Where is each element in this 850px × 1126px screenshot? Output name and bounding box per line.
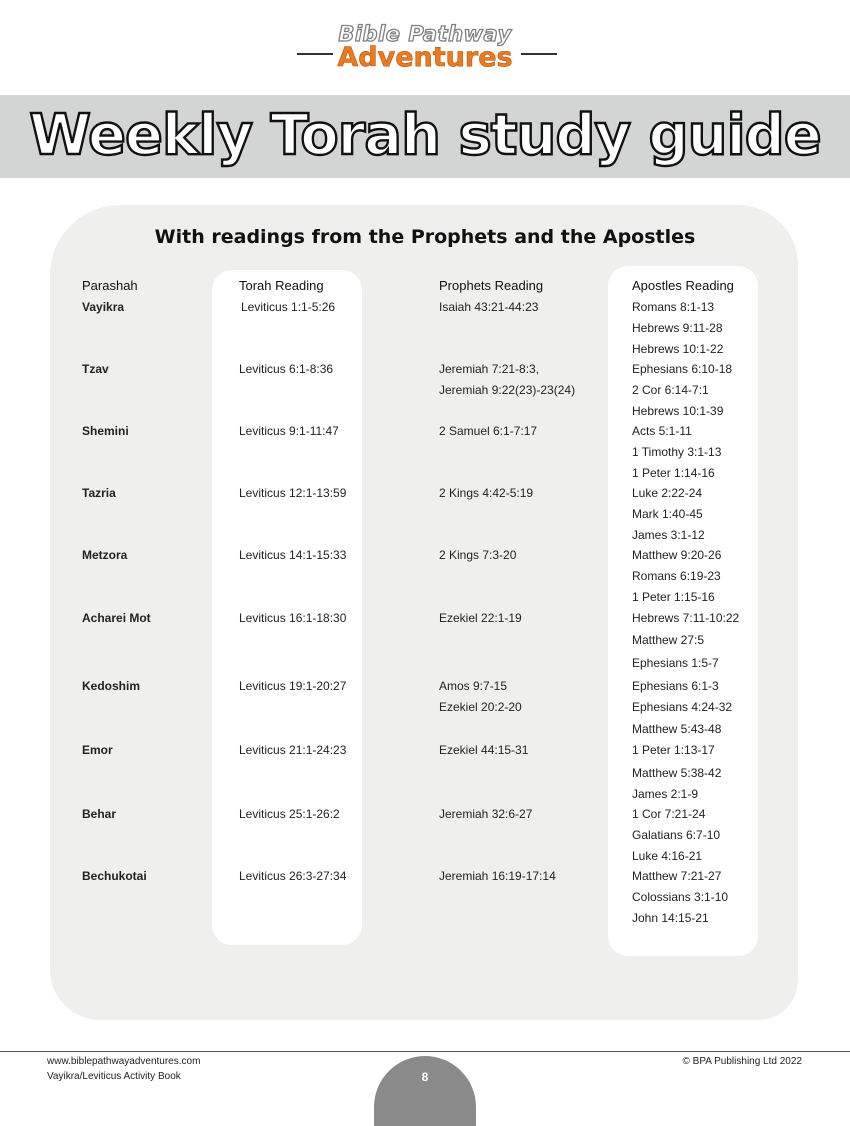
torah-reading: Leviticus 1:1-5:26 <box>241 300 336 314</box>
apostles-reading: Matthew 5:43-48 <box>632 722 722 736</box>
parashah-name: Tazria <box>82 486 116 500</box>
apostles-reading: Matthew 5:38-42 <box>632 766 722 780</box>
apostles-reading: Luke 4:16-21 <box>632 849 703 863</box>
apostles-reading: Mark 1:40-45 <box>632 507 703 521</box>
parashah-name: Shemini <box>82 424 129 438</box>
apostles-reading: 1 Peter 1:14-16 <box>632 466 715 480</box>
header-prophets: Prophets Reading <box>439 278 544 293</box>
parashah-name: Kedoshim <box>82 679 141 693</box>
apostles-reading: Hebrews 10:1-22 <box>632 342 724 356</box>
parashah-name: Acharei Mot <box>82 611 151 625</box>
page-subtitle: With readings from the Prophets and the Apostles <box>154 226 696 248</box>
apostles-reading: Hebrews 10:1-39 <box>632 404 724 418</box>
apostles-reading: 1 Peter 1:13-17 <box>632 743 715 757</box>
apostles-reading: 1 Peter 1:15-16 <box>632 590 715 604</box>
prophets-reading: 2 Kings 4:42-5:19 <box>439 486 534 500</box>
logo-line1: Bible Pathway <box>338 22 512 46</box>
prophets-reading: Jeremiah 32:6-27 <box>439 807 533 821</box>
prophets-reading: Ezekiel 20:2-20 <box>439 700 522 714</box>
footer-divider <box>0 1051 850 1052</box>
apostles-reading: 2 Cor 6:14-7:1 <box>632 383 709 397</box>
apostles-reading: Matthew 27:5 <box>632 633 705 647</box>
apostles-reading: Colossians 3:1-10 <box>632 890 729 904</box>
parashah-name: Behar <box>82 807 117 821</box>
apostles-reading: 1 Timothy 3:1-13 <box>632 445 722 459</box>
header-parashah: Parashah <box>82 278 138 293</box>
brand-logo <box>0 22 850 72</box>
logo-line2: Adventures <box>337 42 513 73</box>
page-title: Weekly Torah study guide <box>29 103 821 168</box>
page-number: 8 <box>421 1070 429 1084</box>
apostles-reading: Ephesians 4:24-32 <box>632 700 733 714</box>
apostles-reading: Romans 8:1-13 <box>632 300 715 314</box>
torah-reading: Leviticus 6:1-8:36 <box>239 362 334 376</box>
apostles-reading: John 14:15-21 <box>632 911 709 925</box>
apostles-reading: Romans 6:19-23 <box>632 569 721 583</box>
apostles-reading: Matthew 9:20-26 <box>632 548 722 562</box>
apostles-reading: James 2:1-9 <box>632 787 699 801</box>
parashah-name: Tzav <box>82 362 109 376</box>
apostles-reading: Hebrews 9:11-28 <box>632 321 723 335</box>
apostles-reading: Matthew 7:21-27 <box>632 869 722 883</box>
apostles-reading: Galatians 6:7-10 <box>632 828 721 842</box>
parashah-name: Emor <box>82 743 113 757</box>
footer-website-link[interactable]: www.biblepathwayadventures.com <box>47 1056 201 1067</box>
prophets-reading: Ezekiel 22:1-19 <box>439 611 522 625</box>
parashah-name: Bechukotai <box>82 869 147 883</box>
apostles-reading: Ephesians 6:1-3 <box>632 679 719 693</box>
prophets-reading: Jeremiah 16:19-17:14 <box>439 869 556 883</box>
prophets-reading: Isaiah 43:21-44:23 <box>439 300 539 314</box>
prophets-reading: 2 Samuel 6:1-7:17 <box>439 424 538 438</box>
parashah-name: Metzora <box>82 548 128 562</box>
parashah-name: Vayikra <box>82 300 125 314</box>
torah-reading: Leviticus 19:1-20:27 <box>239 679 347 693</box>
torah-reading: Leviticus 25:1-26:2 <box>239 807 340 821</box>
torah-reading: Leviticus 21:1-24:23 <box>239 743 347 757</box>
page-number-tab <box>374 1056 476 1126</box>
torah-reading: Leviticus 9:1-11:47 <box>239 424 339 438</box>
apostles-reading: Acts 5:1-11 <box>632 424 692 438</box>
torah-reading: Leviticus 26:3-27:34 <box>239 869 347 883</box>
header-apostles: Apostles Reading <box>632 278 734 293</box>
apostles-reading: Hebrews 7:11-10:22 <box>632 611 740 625</box>
footer-copyright: © BPA Publishing Ltd 2022 <box>682 1056 802 1067</box>
prophets-reading: 2 Kings 7:3-20 <box>439 548 517 562</box>
apostles-reading: Ephesians 6:10-18 <box>632 362 733 376</box>
apostles-reading: Luke 2:22-24 <box>632 486 703 500</box>
prophets-reading: Jeremiah 7:21-8:3, <box>439 362 540 376</box>
torah-reading: Leviticus 12:1-13:59 <box>239 486 347 500</box>
prophets-reading: Ezekiel 44:15-31 <box>439 743 529 757</box>
prophets-reading: Jeremiah 9:22(23)-23(24) <box>439 383 576 397</box>
torah-reading: Leviticus 14:1-15:33 <box>239 548 347 562</box>
torah-reading: Leviticus 16:1-18:30 <box>239 611 347 625</box>
apostles-reading: James 3:1-12 <box>632 528 705 542</box>
prophets-reading: Amos 9:7-15 <box>439 679 508 693</box>
apostles-reading: 1 Cor 7:21-24 <box>632 807 706 821</box>
footer-book-title: Vayikra/Leviticus Activity Book <box>47 1071 181 1082</box>
header-torah: Torah Reading <box>239 278 324 293</box>
apostles-reading: Ephesians 1:5-7 <box>632 656 719 670</box>
